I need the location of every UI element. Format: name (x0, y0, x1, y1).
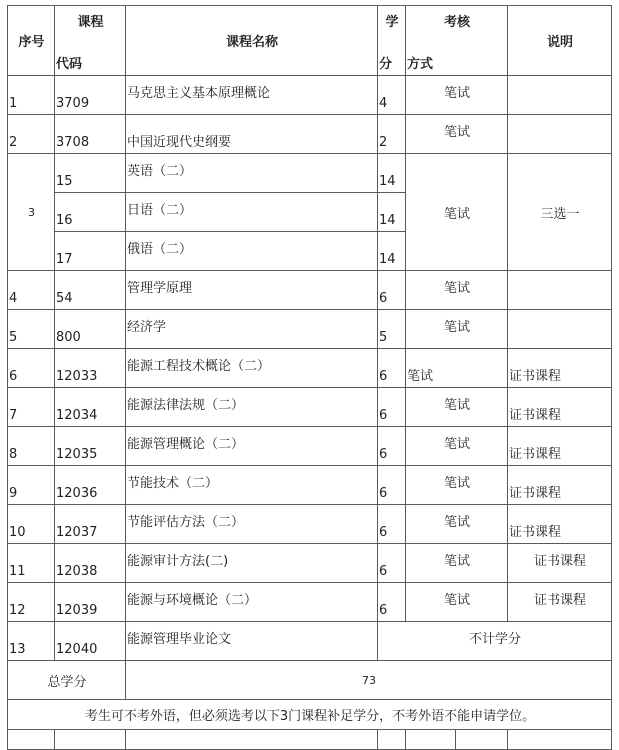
table-row (8, 427, 612, 466)
header-credit-bottom: 分 (379, 57, 393, 72)
cell-name: 能源审计方法(二) (126, 544, 378, 583)
cell-seq: 9 (8, 466, 55, 505)
cell-credit: 6 (378, 427, 406, 466)
header-code-top: 课程 (77, 15, 104, 30)
cell-exam: 笔试 (406, 427, 508, 466)
table-row (8, 544, 612, 583)
cell-exam: 笔试 (406, 115, 508, 154)
header-name: 课程名称 (126, 6, 378, 76)
total-value: 73 (126, 661, 612, 700)
table-row (8, 154, 612, 193)
cell-name: 英语（二） (126, 154, 378, 193)
cell-seq: 1 (8, 76, 55, 115)
cell-credit: 6 (378, 505, 406, 544)
cell-note: 三选一 (508, 154, 612, 271)
cell-name: 能源管理毕业论文 (126, 622, 378, 661)
cell-name: 能源管理概论（二） (126, 427, 378, 466)
header-seq: 序号 (8, 6, 55, 76)
table-row (8, 466, 612, 505)
cell-credit: 6 (378, 583, 406, 622)
header-code-bottom: 代码 (56, 57, 83, 72)
cell-name: 能源工程技术概论（二） (126, 349, 378, 388)
table-row (8, 583, 612, 622)
cell-exam: 笔试 (406, 544, 508, 583)
total-row (8, 661, 612, 700)
cell-note: 证书课程 (508, 388, 612, 427)
cell-note (508, 271, 612, 310)
cell-empty (8, 730, 55, 750)
header-exam (406, 6, 508, 76)
cell-empty (378, 730, 406, 750)
table-row (8, 271, 612, 310)
header-credit (378, 6, 406, 76)
cell-seq: 13 (8, 622, 55, 661)
table-row (8, 76, 612, 115)
cell-note: 证书课程 (508, 544, 612, 583)
cell-name: 节能技术（二） (126, 466, 378, 505)
cell-exam: 笔试 (406, 310, 508, 349)
cell-credit: 14 (378, 154, 406, 193)
table-row-cut (8, 730, 612, 750)
cell-code: 16 (55, 193, 126, 232)
cell-name: 经济学 (126, 310, 378, 349)
header-exam-top: 考核 (444, 15, 471, 30)
cell-name: 管理学原理 (126, 271, 378, 310)
cell-code: 12036 (55, 466, 126, 505)
cell-code: 12035 (55, 427, 126, 466)
cell-code: 12038 (55, 544, 126, 583)
cell-code: 3708 (55, 115, 126, 154)
cell-empty (508, 730, 612, 750)
cell-note (508, 310, 612, 349)
cell-exam: 笔试 (406, 583, 508, 622)
cell-empty (456, 730, 508, 750)
cell-name: 节能评估方法（二） (126, 505, 378, 544)
cell-code: 800 (55, 310, 126, 349)
footnote: 考生可不考外语，但必须选考以下3门课程补足学分，不考外语不能申请学位。 (8, 700, 612, 730)
cell-credit: 6 (378, 349, 406, 388)
cell-seq: 6 (8, 349, 55, 388)
table-row (8, 388, 612, 427)
cell-seq: 2 (8, 115, 55, 154)
cell-credit: 14 (378, 193, 406, 232)
cell-code: 12039 (55, 583, 126, 622)
footnote-row (8, 700, 612, 730)
cell-empty (406, 730, 456, 750)
table-row (8, 505, 612, 544)
header-row (8, 6, 612, 76)
cell-credit: 6 (378, 466, 406, 505)
cell-name: 能源与环境概论（二） (126, 583, 378, 622)
cell-seq: 4 (8, 271, 55, 310)
cell-code: 54 (55, 271, 126, 310)
cell-exam: 笔试 (406, 466, 508, 505)
cell-credit: 6 (378, 388, 406, 427)
cell-credit: 4 (378, 76, 406, 115)
cell-note (508, 115, 612, 154)
cell-seq: 11 (8, 544, 55, 583)
cell-note: 证书课程 (508, 349, 612, 388)
cell-code: 3709 (55, 76, 126, 115)
cell-exam: 笔试 (406, 154, 508, 271)
cell-seq: 10 (8, 505, 55, 544)
cell-note: 证书课程 (508, 583, 612, 622)
cell-seq: 7 (8, 388, 55, 427)
table-row (8, 115, 612, 154)
cell-exam: 笔试 (406, 76, 508, 115)
cell-code: 12037 (55, 505, 126, 544)
cell-credit: 6 (378, 544, 406, 583)
cell-credit: 6 (378, 271, 406, 310)
cell-exam: 笔试 (406, 349, 508, 388)
header-credit-top: 学 (385, 15, 399, 30)
cell-note (508, 76, 612, 115)
cell-name: 能源法律法规（二） (126, 388, 378, 427)
header-note: 说明 (508, 6, 612, 76)
cell-exam: 笔试 (406, 505, 508, 544)
cell-exam: 笔试 (406, 271, 508, 310)
cell-credit: 5 (378, 310, 406, 349)
curriculum-table (7, 5, 612, 750)
cell-name: 中国近现代史纲要 (126, 115, 378, 154)
header-exam-bottom: 方式 (407, 57, 434, 72)
total-label: 总学分 (8, 661, 126, 700)
cell-seq: 12 (8, 583, 55, 622)
cell-empty (55, 730, 126, 750)
cell-code: 15 (55, 154, 126, 193)
cell-credit: 2 (378, 115, 406, 154)
cell-code: 12040 (55, 622, 126, 661)
cell-credit: 14 (378, 232, 406, 271)
cell-note: 证书课程 (508, 427, 612, 466)
cell-note: 证书课程 (508, 505, 612, 544)
cell-name: 马克思主义基本原理概论 (126, 76, 378, 115)
table-row (8, 622, 612, 661)
cell-seq: 5 (8, 310, 55, 349)
cell-code: 12034 (55, 388, 126, 427)
cell-code: 12033 (55, 349, 126, 388)
cell-empty (126, 730, 378, 750)
cell-name: 日语（二） (126, 193, 378, 232)
table-row (8, 310, 612, 349)
cell-exam: 笔试 (406, 388, 508, 427)
cell-seq: 8 (8, 427, 55, 466)
cell-seq: 3 (8, 154, 55, 271)
header-code (55, 6, 126, 76)
cell-no-credit: 不计学分 (378, 622, 612, 661)
table-row (8, 349, 612, 388)
cell-name: 俄语（二） (126, 232, 378, 271)
cell-code: 17 (55, 232, 126, 271)
cell-note: 证书课程 (508, 466, 612, 505)
